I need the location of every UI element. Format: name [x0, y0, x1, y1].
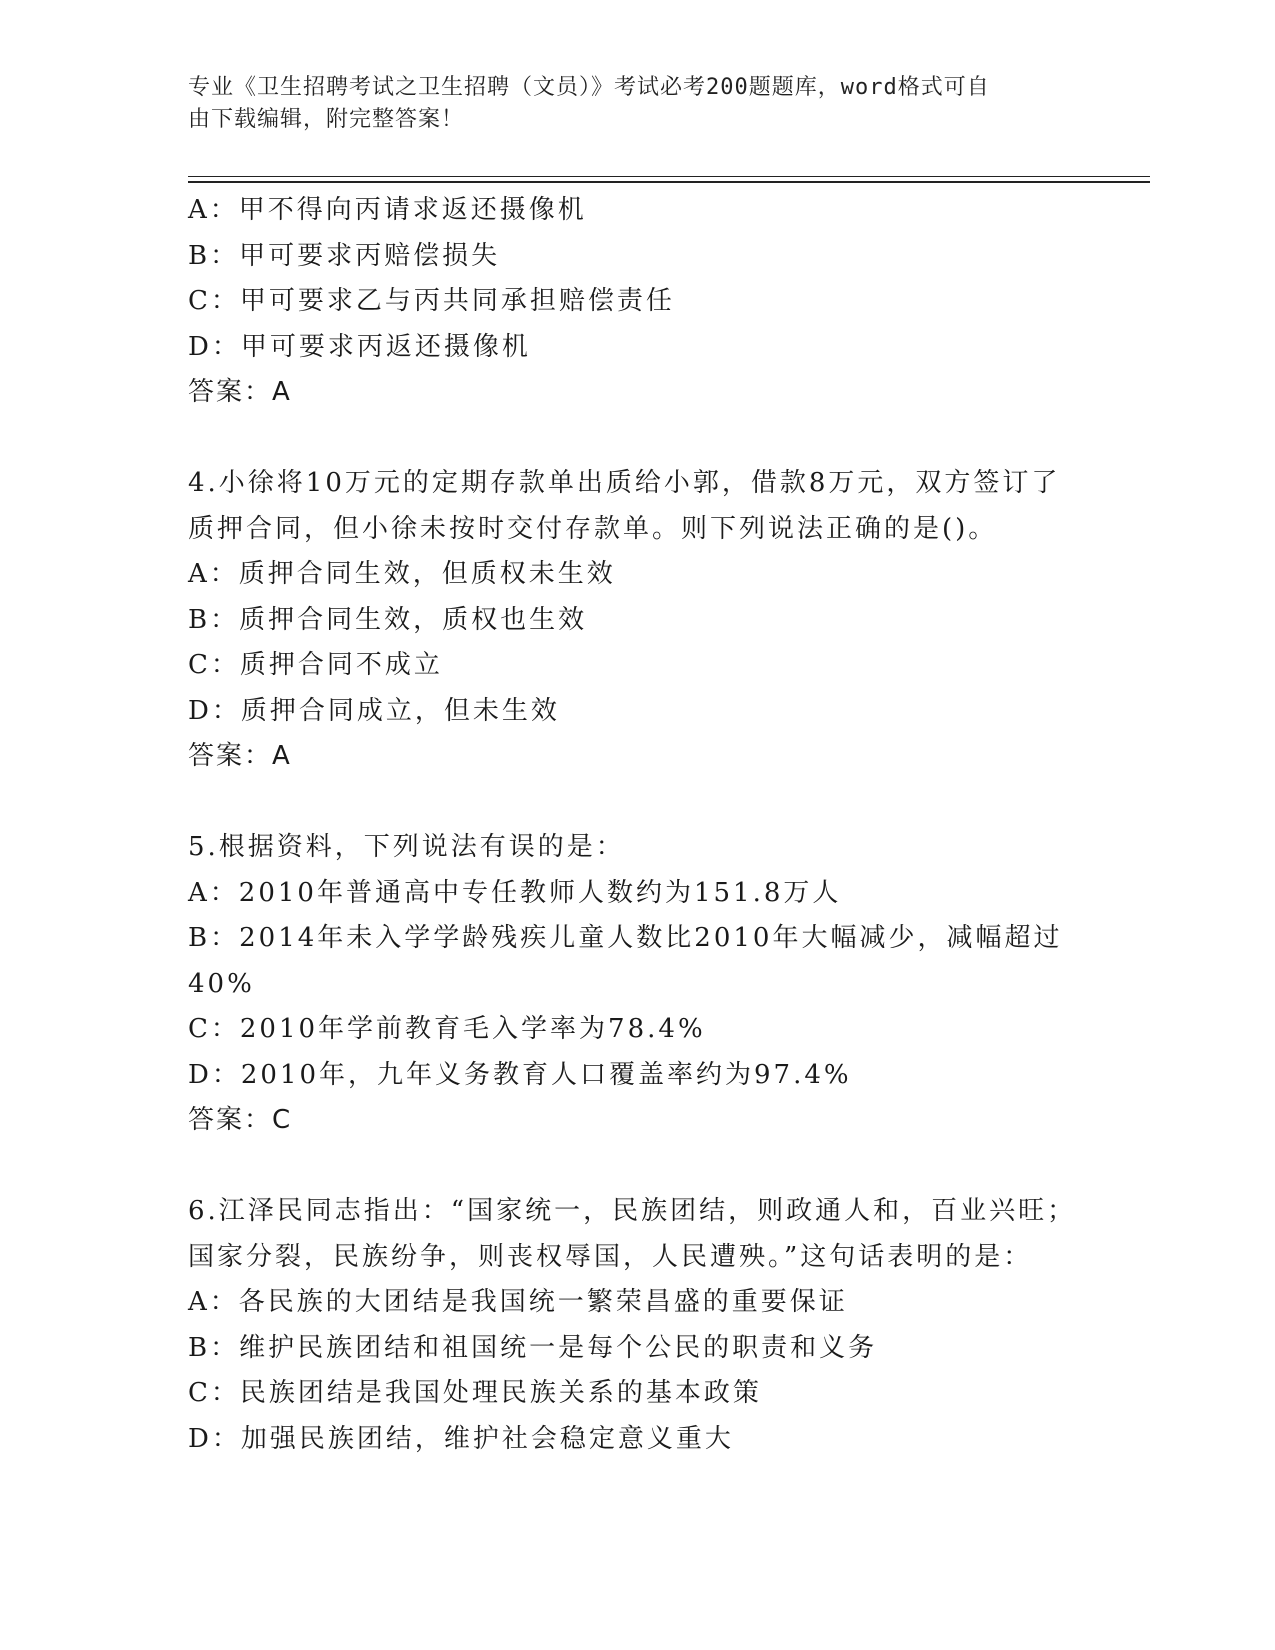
- option-b: B：质押合同生效，质权也生效: [188, 604, 588, 635]
- header-line-1: 专业《卫生招聘考试之卫生招聘（文员）》考试必考200题题库，word格式可自: [188, 75, 990, 100]
- question-3: [188, 188, 1088, 416]
- question-6: [188, 1189, 1088, 1462]
- option-a: A：各民族的大团结是我国统一繁荣昌盛的重要保证: [188, 1287, 848, 1317]
- header-divider: [188, 176, 1150, 177]
- option-c: C：2010年学前教育毛入学率为78.4%: [188, 1014, 706, 1044]
- header-line-2: 由下载编辑，附完整答案！: [188, 107, 465, 132]
- option-a: A：甲不得向丙请求返还摄像机: [188, 195, 587, 225]
- option-c: C：质押合同不成立: [188, 650, 443, 680]
- option-d: D：2010年，九年义务教育人口覆盖率约为97.4%: [188, 1059, 852, 1090]
- question-stem-line-2: 国家分裂，民族纷争，则丧权辱国，人民遭殃。”这句话表明的是：: [188, 1241, 1033, 1272]
- option-a: A：2010年普通高中专任教师人数约为151.8万人: [188, 877, 842, 908]
- option-d: D：加强民族团结，维护社会稳定意义重大: [188, 1423, 734, 1454]
- answer-line: 答案：A: [188, 741, 292, 771]
- option-b-line-1: B：2014年未入学学龄残疾儿童人数比2010年大幅减少，减幅超过: [188, 923, 1063, 953]
- option-d: D：甲可要求丙返还摄像机: [188, 331, 531, 362]
- question-list: [188, 188, 1088, 1462]
- question-5: [188, 825, 1088, 1144]
- header-divider-thick: [188, 181, 1150, 183]
- option-a: A：质押合同生效，但质权未生效: [188, 559, 616, 589]
- spacer: [188, 416, 1088, 462]
- question-stem: 5.根据资料，下列说法有误的是：: [188, 832, 625, 862]
- option-c: C：民族团结是我国处理民族关系的基本政策: [188, 1378, 762, 1408]
- question-stem-line-1: 4.小徐将10万元的定期存款单出质给小郭，借款8万元，双方签订了: [188, 468, 1061, 498]
- option-d: D：质押合同成立，但未生效: [188, 695, 560, 726]
- question-4: [188, 461, 1088, 780]
- option-b: B：甲可要求丙赔偿损失: [188, 240, 501, 271]
- spacer: [188, 780, 1088, 826]
- answer-line: 答案：C: [188, 1105, 293, 1135]
- option-b: B：维护民族团结和祖国统一是每个公民的职责和义务: [188, 1332, 878, 1363]
- option-b-line-2: 40%: [188, 968, 255, 999]
- question-stem-line-1: 6.江泽民同志指出：“国家统一，民族团结，则政通人和，百业兴旺；: [188, 1196, 1077, 1226]
- document-header: [188, 72, 1068, 136]
- question-stem-line-2: 质押合同，但小徐未按时交付存款单。则下列说法正确的是()。: [188, 513, 998, 544]
- spacer: [188, 1144, 1088, 1190]
- option-c: C：甲可要求乙与丙共同承担赔偿责任: [188, 286, 675, 316]
- answer-line: 答案：A: [188, 377, 292, 407]
